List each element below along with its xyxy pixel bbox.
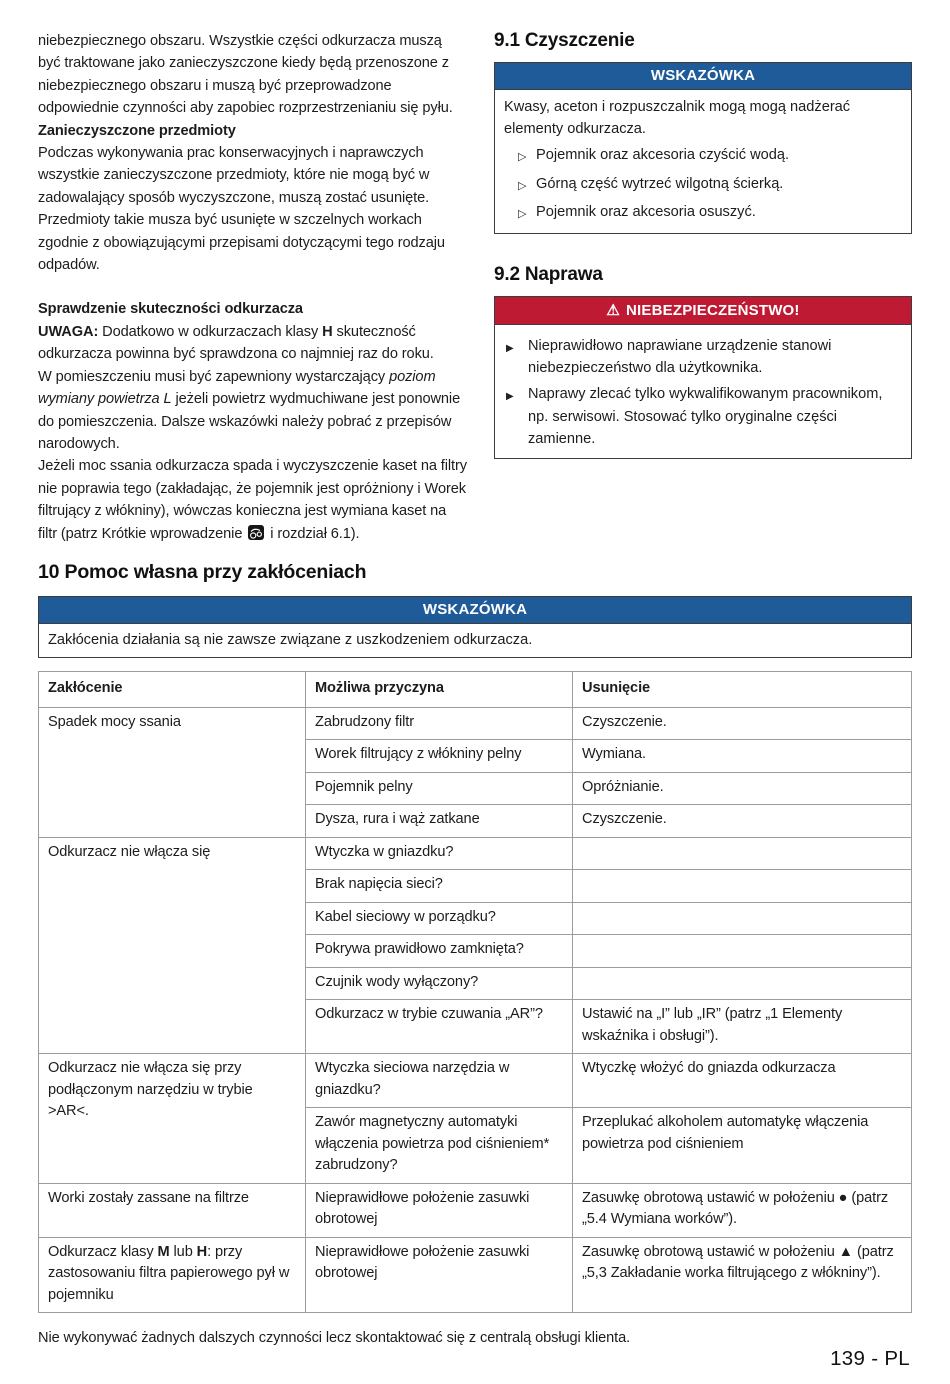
cause-cell <box>306 1108 573 1184</box>
problem-cell <box>39 1054 306 1184</box>
text-run: Odkurzacz klasy <box>48 1243 158 1260</box>
bold-run: H <box>322 323 333 340</box>
hint-box-header: WSKAZÓWKA <box>495 63 911 90</box>
list-item <box>504 383 902 450</box>
text-run: Opróżnianie. <box>582 778 664 795</box>
cause-cell <box>306 967 573 1000</box>
cause-cell <box>306 870 573 903</box>
text-run: Jeżeli moc ssania odkurzacza spada i wyczyszczenie kaset na filtry nie poprawia tego (zakładając, że pojemnik jest opróżniony i Worek filtrujący z włókniny), wówczas konieczna jest wymiana kaset na filtr (patrz Krótkie wprowadzenie <box>38 458 467 542</box>
bold-run: H <box>196 1243 208 1260</box>
text-run: Przeplukać alkoholem automatykę włączenia powietrza pod ciśnieniem <box>582 1114 869 1152</box>
text-run: Brak napięcia sieci? <box>315 876 443 893</box>
text-run: Worki zostały zassane na filtrze <box>48 1189 249 1206</box>
triangle-outline-bullet-icon: ▷ <box>518 179 527 192</box>
paragraph-maintenance: Podczas wykonywania prac konserwacyjnych i naprawczych wszystkie zanieczyszczone przedmioty, które nie mogą być w zadowalający sposób wyczyszczone, muszą zostać usunięte. Przedmioty takie musza być usunięte w szczelnych workach zgodnie z obowiązującymi przepisami dotyczącymi tego rodzaju odpadów. <box>38 145 445 274</box>
triangle-filled-bullet-icon: ▶ <box>506 343 514 355</box>
text-run: Worek filtrujący z włókniny pelny <box>315 746 522 763</box>
list-item <box>504 144 902 168</box>
text-run: Kabel sieciowy w porządku? <box>315 908 496 925</box>
hint-box-troubleshooting <box>38 596 912 658</box>
remedy-cell <box>573 740 912 773</box>
remedy-cell <box>573 707 912 740</box>
table-row <box>39 1183 912 1237</box>
hint-box-body: Zakłócenia działania są nie zawsze związane z uszkodzeniem odkurzacza. <box>48 631 533 648</box>
table-footnote: Nie wykonywać żadnych dalszych czynności lecz skontaktować się z centralą obsługi klienta. <box>38 1330 631 1347</box>
remedy-cell <box>573 1000 912 1054</box>
text-run: Wtyczka w gniazdku? <box>315 843 454 860</box>
text-run: Wtyczka sieciowa narzędzia w gniazdku? <box>315 1060 510 1098</box>
column-header-remedy: Usunięcie <box>573 672 912 708</box>
subheading-effectiveness-check: Sprawdzenie skuteczności odkurzacza <box>38 301 303 318</box>
remedy-cell <box>573 1054 912 1108</box>
right-column <box>494 30 912 459</box>
table-row <box>39 1054 912 1108</box>
remedy-cell <box>573 805 912 838</box>
remedy-cell <box>573 870 912 903</box>
text-run: Pokrywa prawidłowo zamknięta? <box>315 941 524 958</box>
text-run: Nieprawidłowe położenie zasuwki obrotowej <box>315 1243 530 1282</box>
triangle-outline-bullet-icon: ▷ <box>518 151 527 164</box>
text-run: Odkurzacz nie włącza się przy podłączonym narzędziu w trybie >AR<. <box>48 1060 253 1120</box>
remedy-cell <box>573 967 912 1000</box>
text-run: Odkurzacz w trybie czuwania „AR”? <box>315 1006 543 1023</box>
remedy-cell <box>573 837 912 870</box>
cause-cell <box>306 707 573 740</box>
cause-cell <box>306 772 573 805</box>
text-run: skuteczność odkurzacza powinna być sprawdzona co najmniej raz do roku. <box>38 323 434 363</box>
text-run: Nieprawidłowe położenie zasuwki obrotowej <box>315 1189 530 1228</box>
text-run: Czujnik wody wyłączony? <box>315 973 479 990</box>
cause-cell <box>306 740 573 773</box>
list-item <box>504 335 902 379</box>
problem-cell <box>39 1237 306 1313</box>
remedy-cell <box>573 902 912 935</box>
triangle-filled-bullet-icon: ▶ <box>506 391 514 403</box>
table-header-row <box>39 672 912 708</box>
triangle-outline-bullet-icon: ▷ <box>518 207 527 220</box>
text-run: W pomieszczeniu musi być zapewniony wystarczający <box>38 368 390 385</box>
text-run: Dodatkowo w odkurzaczach klasy <box>98 323 323 340</box>
paragraph-suction-power <box>38 455 468 545</box>
italic-run: poziom wymiany powietrza L <box>38 368 436 408</box>
text-run: Zasuwkę obrotową ustawić w położeniu ● (patrz „5.4 Wymiana worków”). <box>582 1189 889 1228</box>
cause-cell <box>306 1237 573 1313</box>
bold-run: M <box>157 1243 170 1260</box>
table-row <box>39 1237 912 1313</box>
hint-body-text: Kwasy, aceton i rozpuszczalnik mogą mogą nadżerać elementy odkurzacza. <box>504 99 851 138</box>
remedy-cell <box>573 1237 912 1313</box>
bold-run: UWAGA: <box>38 323 99 340</box>
text-run: Czyszczenie. <box>582 713 667 730</box>
paragraph-uwaga <box>38 321 468 366</box>
troubleshooting-table <box>38 671 912 1313</box>
remedy-cell <box>573 1108 912 1184</box>
danger-box-repair <box>494 296 912 459</box>
paragraph-air-exchange <box>38 366 468 456</box>
list-item-label: Nieprawidłowo naprawiane urządzenie stanowi niebezpieczeństwo dla użytkownika. <box>528 338 832 377</box>
top-columns <box>38 30 912 545</box>
text-run: : przy zastosowaniu filtra papierowego pył w pojemniku <box>48 1243 290 1303</box>
text-run: i rozdział 6.1). <box>266 525 360 542</box>
section-title-9-1: 9.1 Czyszczenie <box>494 30 635 51</box>
page-number: 139 - PL <box>830 1347 910 1370</box>
list-item <box>504 173 902 197</box>
quick-intro-icon <box>248 525 264 540</box>
list-item-label: Naprawy zlecać tylko wykwalifikowanym pracownikom, np. serwisowi. Stosować tylko oryginalne części zamienne. <box>528 386 883 447</box>
left-column <box>38 30 468 545</box>
text-run: Ustawić na „I” lub „IR” (patrz „1 Elementy wskaźnika i obsługi”). <box>582 1006 843 1044</box>
table-row <box>39 707 912 740</box>
list-item-label: Górną część wytrzeć wilgotną ścierką. <box>536 175 784 192</box>
remedy-cell <box>573 935 912 968</box>
paragraph-continuation: niebezpiecznego obszaru. Wszystkie części odkurzacza muszą być traktowane jako zanieczyszczone kiedy będą przenoszone z niebezpiecznego obszaru i muszą być przeprowadzone odpowiednie czynności aby zapobiec rozprzestrzenianiu się pyłu. <box>38 33 453 117</box>
text-run: lub <box>169 1243 197 1260</box>
cause-cell <box>306 837 573 870</box>
cause-cell <box>306 805 573 838</box>
list-item-label: Pojemnik oraz akcesoria osuszyć. <box>536 203 756 220</box>
cause-cell <box>306 1000 573 1054</box>
danger-box-body <box>495 325 911 458</box>
column-header-problem: Zakłócenie <box>39 672 306 708</box>
text-run: Spadek mocy ssania <box>48 713 181 730</box>
text-run: Odkurzacz nie włącza się <box>48 843 211 860</box>
problem-cell <box>39 837 306 1054</box>
text-run: Zasuwkę obrotową ustawić w położeniu ▲ (patrz „5,3 Zakładanie worka filtrującego z włókniny”). <box>582 1243 894 1282</box>
danger-label: NIEBEZPIECZEŃSTWO! <box>626 302 800 320</box>
section-title-9-2: 9.2 Naprawa <box>494 264 603 286</box>
text-run: Wtyczkę włożyć do gniazda odkurzacza <box>582 1060 836 1077</box>
cause-cell <box>306 1054 573 1108</box>
warning-icon: ⚠ <box>606 302 621 320</box>
section-title-10: 10 Pomoc własna przy zakłóceniach <box>38 560 367 583</box>
remedy-cell <box>573 772 912 805</box>
troubleshooting-table-body <box>39 707 912 1313</box>
text-run: Zawór magnetyczny automatyki włączenia powietrza pod ciśnieniem* zabrudzony? <box>315 1114 550 1174</box>
column-header-cause: Możliwa przyczyna <box>306 672 573 708</box>
problem-cell <box>39 707 306 837</box>
hint-box-header: WSKAZÓWKA <box>39 597 911 624</box>
cause-cell <box>306 1183 573 1237</box>
table-row <box>39 837 912 870</box>
remedy-cell <box>573 1183 912 1237</box>
text-run: Zabrudzony filtr <box>315 713 414 730</box>
cause-cell <box>306 902 573 935</box>
problem-cell <box>39 1183 306 1237</box>
list-item-label: Pojemnik oraz akcesoria czyścić wodą. <box>536 147 790 164</box>
text-run: Pojemnik pelny <box>315 778 413 795</box>
text-run: Dysza, rura i wąż zatkane <box>315 811 480 828</box>
text-run: Czyszczenie. <box>582 811 667 828</box>
cause-cell <box>306 935 573 968</box>
danger-box-header <box>495 297 911 325</box>
hint-box-cleaning <box>494 62 912 234</box>
text-run: Wymiana. <box>582 746 646 763</box>
subheading-contaminated-objects: Zanieczyszczone przedmioty <box>38 122 236 139</box>
list-item <box>504 201 902 225</box>
hint-box-body <box>495 90 911 233</box>
text-run: jeżeli powietrz wydmuchiwane jest ponownie do pomieszczenia. Dalsze wskazówki należy pobrać z przepisów narodowych. <box>38 391 461 452</box>
